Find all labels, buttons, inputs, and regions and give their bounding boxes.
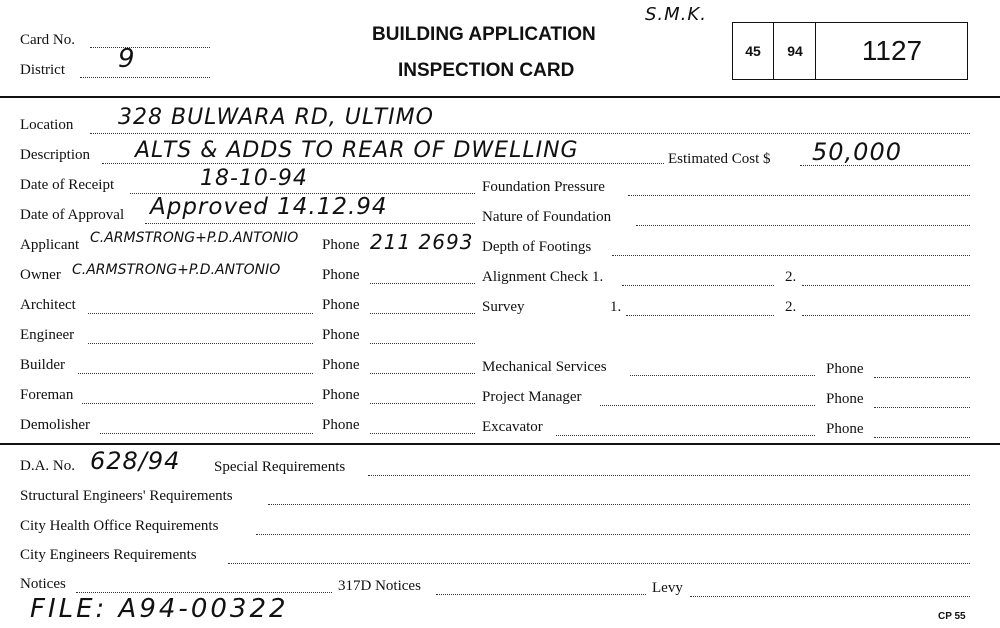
box-number: 1127 (861, 35, 923, 66)
levy-line (690, 596, 970, 597)
city-engineers-label: City Engineers Requirements (20, 547, 197, 563)
survey-2-label: 2. (785, 299, 797, 315)
card-no-line (90, 47, 210, 48)
engineer-phone-label: Phone (322, 327, 360, 343)
date-of-receipt-label: Date of Receipt (20, 177, 115, 193)
builder-line (78, 373, 313, 374)
engineer-label: Engineer (20, 327, 75, 343)
foreman-phone-label: Phone (322, 387, 360, 403)
notices-317d-label: 317D Notices (338, 578, 421, 594)
alignment-check-2-label: 2. (785, 269, 797, 285)
description-value: ALTS & ADDS TO REAR OF DWELLING (135, 138, 579, 163)
nature-of-foundation-label: Nature of Foundation (482, 209, 612, 225)
special-requirements-label: Special Requirements (214, 459, 346, 475)
engineer-line (88, 343, 313, 344)
foundation-pressure-line (628, 195, 970, 196)
owner-phone-label: Phone (322, 267, 360, 283)
depth-of-footings-label: Depth of Footings (482, 239, 592, 255)
notices-label: Notices (20, 576, 66, 592)
mechanical-services-label: Mechanical Services (482, 359, 607, 375)
excavator-phone-line (874, 437, 970, 438)
alignment-check-line-1 (622, 285, 774, 286)
card-no-label: Card No. (20, 32, 75, 48)
survey-line-1 (626, 315, 774, 316)
file-number: FILE: A94-00322 (30, 594, 289, 624)
applicant-label: Applicant (20, 237, 80, 253)
architect-phone-label: Phone (322, 297, 360, 313)
structural-engineers-line (268, 504, 970, 505)
notices-line (76, 592, 332, 593)
city-health-line (256, 534, 970, 535)
special-requirements-line (368, 475, 970, 476)
district-label: District (20, 62, 65, 78)
demolisher-phone-label: Phone (322, 417, 360, 433)
excavator-label: Excavator (482, 419, 543, 435)
owner-label: Owner (20, 267, 61, 283)
da-no-value: 628/94 (90, 447, 181, 475)
mechanical-services-line (630, 375, 815, 376)
engineer-phone-line (370, 343, 475, 344)
owner-value: C.ARMSTRONG+P.D.ANTONIO (72, 262, 281, 278)
estimated-cost-label: Estimated Cost $ (668, 151, 771, 167)
project-manager-line (600, 405, 815, 406)
architect-label: Architect (20, 297, 76, 313)
description-label: Description (20, 147, 90, 163)
city-health-label: City Health Office Requirements (20, 518, 219, 534)
nature-of-foundation-line (636, 225, 970, 226)
date-of-receipt-value: 18-10-94 (200, 166, 308, 191)
survey-line-2 (802, 315, 970, 316)
foreman-phone-line (370, 403, 475, 404)
foundation-pressure-label: Foundation Pressure (482, 179, 605, 195)
estimated-cost-value: 50,000 (812, 138, 902, 166)
architect-phone-line (370, 313, 475, 314)
survey-label: Survey (482, 299, 525, 315)
alignment-check-line-2 (802, 285, 970, 286)
foreman-line (82, 403, 313, 404)
mechanical-services-phone-line (874, 377, 970, 378)
date-of-approval-value: Approved 14.12.94 (150, 194, 388, 220)
owner-phone-line (370, 283, 475, 284)
survey-1-label: 1. (610, 299, 622, 315)
project-manager-phone-label: Phone (826, 391, 864, 407)
notices-317d-line (436, 594, 646, 595)
alignment-check-label: Alignment Check 1. (482, 269, 604, 285)
levy-label: Levy (652, 580, 683, 596)
card-number-box (732, 22, 968, 80)
date-of-approval-label: Date of Approval (20, 207, 125, 223)
form-code: CP 55 (938, 611, 966, 622)
project-manager-phone-line (874, 407, 970, 408)
location-label: Location (20, 117, 74, 133)
applicant-value: C.ARMSTRONG+P.D.ANTONIO (90, 230, 299, 246)
form-title-line1: BUILDING APPLICATION (372, 24, 596, 45)
da-no-label: D.A. No. (20, 458, 75, 474)
excavator-phone-label: Phone (826, 421, 864, 437)
applicant-phone-value: 211 2693 (370, 230, 474, 254)
box-cell-a: 45 (733, 23, 774, 79)
architect-line (88, 313, 313, 314)
excavator-line (556, 435, 815, 436)
box-cell-b: 94 (775, 23, 816, 79)
foreman-label: Foreman (20, 387, 74, 403)
location-value: 328 BULWARA RD, ULTIMO (118, 105, 434, 130)
mechanical-services-phone-label: Phone (826, 361, 864, 377)
header-divider (0, 96, 1000, 98)
initials: S.M.K. (645, 4, 707, 25)
demolisher-phone-line (370, 433, 475, 434)
description-line (102, 163, 664, 164)
demolisher-line (100, 433, 313, 434)
form-title-line2: INSPECTION CARD (398, 60, 575, 81)
district-line (80, 77, 210, 78)
project-manager-label: Project Manager (482, 389, 582, 405)
demolisher-label: Demolisher (20, 417, 90, 433)
builder-phone-line (370, 373, 475, 374)
structural-engineers-label: Structural Engineers' Requirements (20, 488, 233, 504)
builder-phone-label: Phone (322, 357, 360, 373)
district-value: 9 (118, 44, 136, 74)
depth-of-footings-line (612, 255, 970, 256)
lower-divider (0, 443, 1000, 445)
date-of-approval-line (145, 223, 475, 224)
builder-label: Builder (20, 357, 65, 373)
applicant-phone-label: Phone (322, 237, 360, 253)
city-engineers-line (228, 563, 970, 564)
location-line (90, 133, 970, 134)
